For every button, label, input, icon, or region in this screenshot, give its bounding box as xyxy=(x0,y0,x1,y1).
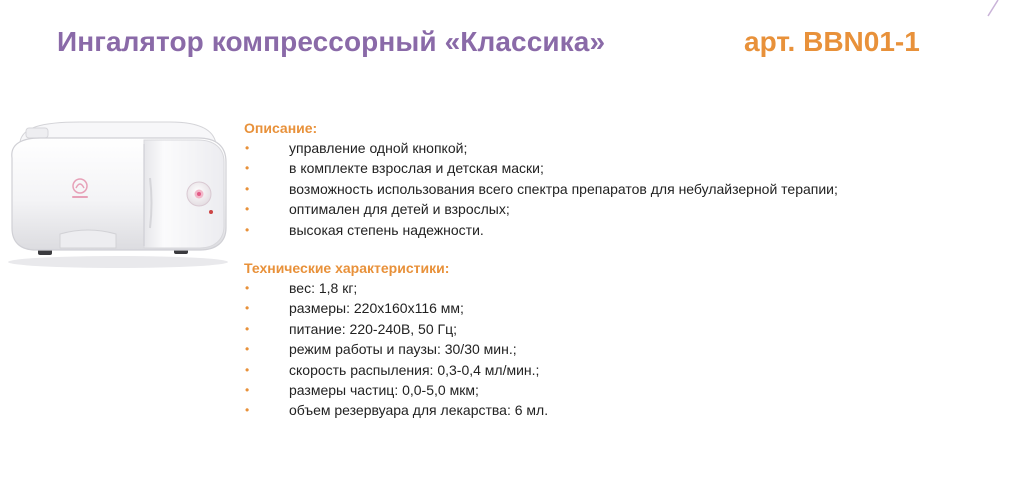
bullet-icon: • xyxy=(245,141,250,155)
list-item-text: высокая степень надежности. xyxy=(289,221,484,238)
list-item-text: оптимален для детей и взрослых; xyxy=(289,201,510,218)
bullet-icon: • xyxy=(245,321,250,336)
list-item xyxy=(244,400,1004,420)
bullet-icon: • xyxy=(245,301,250,316)
list-item xyxy=(244,158,1004,178)
specs-list xyxy=(244,278,1004,421)
content-area xyxy=(244,119,1004,421)
list-item xyxy=(244,380,1004,400)
list-item xyxy=(244,199,1004,219)
list-item-text: размеры частиц: 0,0-5,0 мкм; xyxy=(289,381,479,398)
list-item xyxy=(244,179,1004,199)
bullet-icon: • xyxy=(245,181,250,196)
list-item-text: скорость распыления: 0,3-0,4 мл/мин.; xyxy=(289,361,540,378)
list-item xyxy=(244,220,1004,240)
nebulizer-device-icon xyxy=(0,108,238,274)
list-item-text: вес: 1,8 кг; xyxy=(289,279,358,296)
article-number: арт. BBN01-1 xyxy=(744,26,920,57)
list-item-text: режим работы и паузы: 30/30 мин.; xyxy=(289,341,517,358)
list-item xyxy=(244,360,1004,380)
bullet-icon: • xyxy=(245,403,250,418)
list-item-text: размеры: 220х160х116 мм; xyxy=(289,300,464,317)
bullet-icon: • xyxy=(245,202,250,217)
bullet-icon: • xyxy=(245,161,250,176)
bullet-icon: • xyxy=(245,342,250,357)
list-item-text: питание: 220-240В, 50 Гц; xyxy=(289,320,458,337)
specs-heading: Технические характеристики: xyxy=(244,259,450,276)
corner-line-decoration xyxy=(988,0,1004,16)
list-item-text: управление одной кнопкой; xyxy=(289,140,468,156)
list-item-text: в комплекте взрослая и детская маски; xyxy=(289,160,544,177)
list-item xyxy=(244,278,1004,298)
bullet-icon: • xyxy=(245,382,250,397)
bullet-icon: • xyxy=(245,280,250,295)
list-item xyxy=(244,319,1004,339)
description-list xyxy=(244,138,1004,240)
bullet-icon: • xyxy=(245,222,250,237)
page-title: Ингалятор компрессорный «Классика» xyxy=(57,26,606,57)
list-item-text: возможность использования всего спектра препаратов для небулайзерной терапии; xyxy=(289,180,838,197)
list-item xyxy=(244,298,1004,318)
list-item-text: объем резервуара для лекарства: 6 мл. xyxy=(289,402,549,419)
bullet-icon: • xyxy=(245,362,250,377)
list-item xyxy=(244,339,1004,359)
list-item xyxy=(244,138,1004,158)
description-heading: Описание: xyxy=(244,120,318,136)
